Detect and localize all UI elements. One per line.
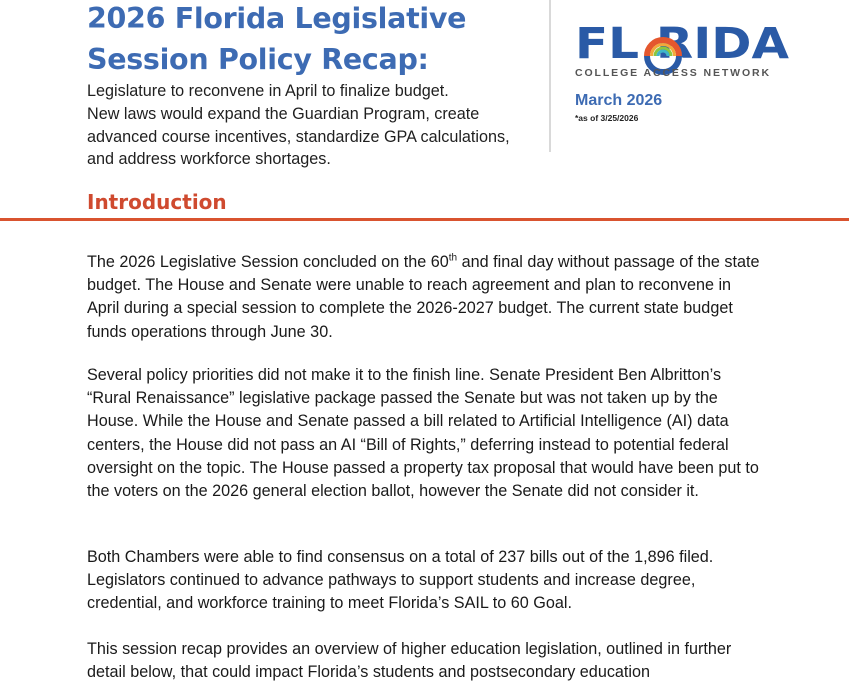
intro-paragraph-2: Several policy priorities did not make it to the finish line. Senate President Ben Albritton’s “Rural Renaissance” legislative package passed the Senate but was not taken up by the House. While the House and Senate passed a bill related to Artificial Intelligence (AI) data centers, the House did not pass an AI “Bill of Rights,” deferring instead to potential federal oversight on the topic. The House passed a property tax proposal that would have been put to the voters on the 2026 general election ballot, however the Senate did not consider it. <box>87 366 759 501</box>
subtitle-line: and address workforce shortages. <box>87 150 331 169</box>
title-line-2: Session Policy Recap: <box>87 43 429 76</box>
paragraph-text: and final day without passage of the state budget. The House and Senate were unable to reach agreement and plan to reconvene in April during a special session to complete the 2026-2027 budget. The current state budget funds operations through June 30. <box>87 253 760 341</box>
intro-paragraph-3: Both Chambers were able to find consensus on a total of 237 bills out of the 1,896 filed. Legislators continued to advance pathways to support students and increase degree, credential, and workforce training to meet Florida’s SAIL to 60 Goal. <box>87 548 714 613</box>
subtitle-line: Legislature to reconvene in April to finalize budget. <box>87 82 449 100</box>
subtitle-line: New laws would expand the Guardian Program, create <box>87 104 480 123</box>
logo-tagline: COLLEGE ACCESS NETWORK <box>575 67 771 79</box>
publication-date: March 2026 <box>575 92 663 109</box>
subtitle-line: advanced course incentives, standardize GPA calculations, <box>87 127 510 146</box>
subtitle <box>87 80 537 171</box>
section-heading-introduction: Introduction <box>87 190 227 214</box>
intro-paragraph-4: This session recap provides an overview of higher education legislation, outlined in further detail below, that could impact Florida’s students and postsecondary education <box>87 640 732 682</box>
header-divider <box>549 0 551 152</box>
florida-college-access-network-logo <box>575 20 795 82</box>
intro-paragraph-1 <box>87 251 767 344</box>
title-line-1: 2026 Florida Legislative <box>87 2 467 35</box>
svg-text:FL RIDA: FL RIDA <box>575 20 790 69</box>
ordinal-superscript: th <box>448 252 458 264</box>
paragraph-text: The 2026 Legislative Session concluded on the 60 <box>87 253 449 271</box>
as-of-note: *as of 3/25/2026 <box>575 113 639 123</box>
document-title <box>87 0 537 80</box>
section-divider <box>0 218 849 221</box>
